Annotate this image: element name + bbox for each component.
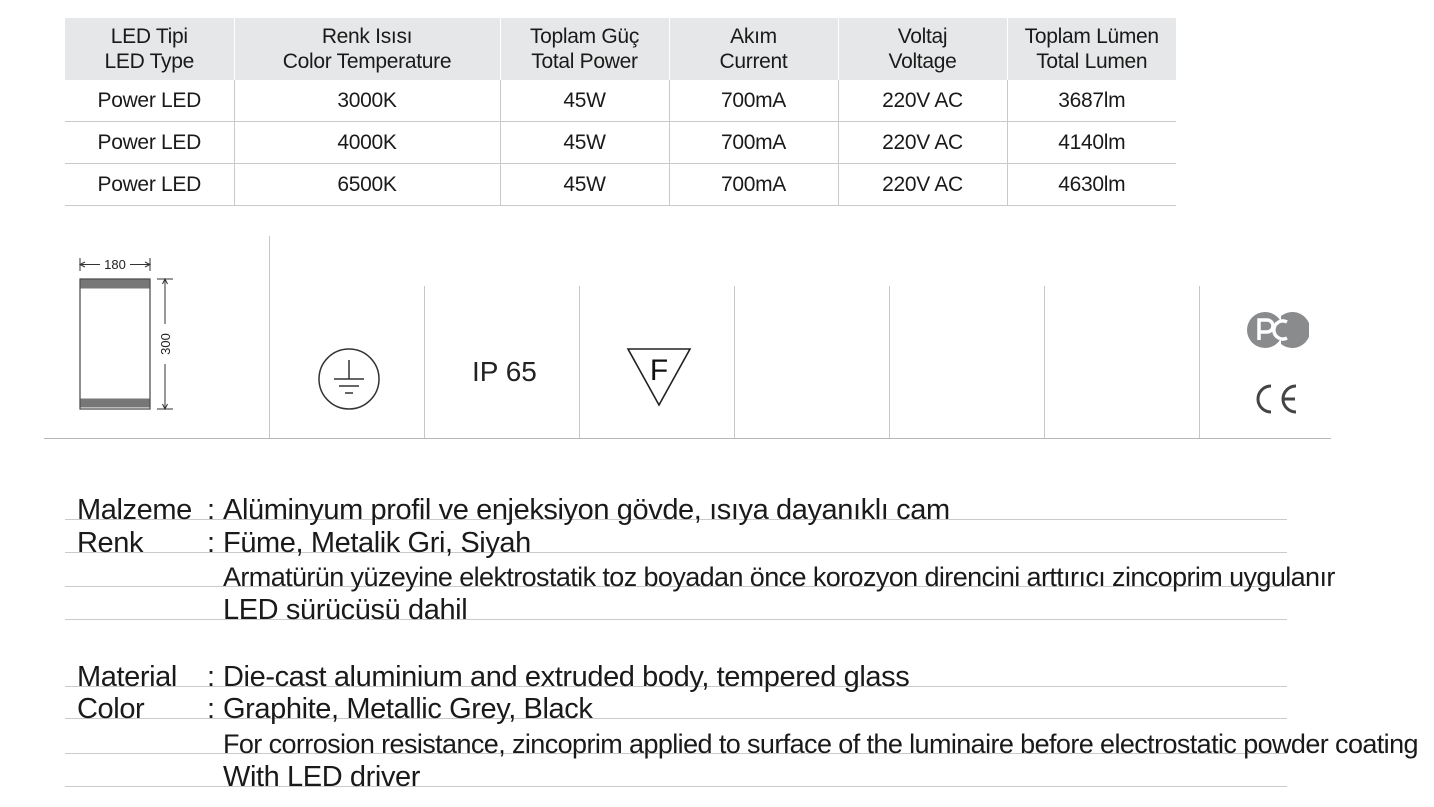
colon: : — [207, 527, 215, 559]
table-cell: 700mA — [669, 122, 838, 164]
note-text: LED sürücüsü dahil — [223, 594, 468, 626]
ce-mark-icon — [1249, 382, 1301, 416]
header-total-lumen: Toplam Lümen Total Lumen — [1007, 18, 1176, 80]
material-en-line — [65, 655, 1287, 693]
header-voltage: Voltaj Voltage — [838, 18, 1007, 80]
table-cell: 4630lm — [1007, 164, 1176, 206]
note-text: Armatürün yüzeyine elektrostatik toz boyadan önce korozyon direncini arttırıcı zincoprim uygulanır — [223, 562, 1335, 592]
note-tr-2-line — [65, 587, 1287, 626]
header-current: Akım Current — [669, 18, 838, 80]
color-en-line — [65, 687, 1287, 725]
bottom-cap — [81, 399, 150, 408]
earth-ground-icon — [316, 346, 382, 412]
color-label: Renk — [77, 527, 144, 559]
divider — [579, 286, 580, 438]
table-cell: Power LED — [65, 122, 234, 164]
table-cell: 220V AC — [838, 164, 1007, 206]
material-label: Malzeme — [77, 494, 192, 526]
icon-strip — [44, 236, 1331, 439]
table-cell: 3687lm — [1007, 80, 1176, 122]
divider — [1044, 286, 1045, 438]
colon: : — [207, 494, 215, 526]
note-text: For corrosion resistance, zincoprim applied to surface of the luminaire before electrostatic powder coating — [223, 729, 1418, 759]
table-cell: 45W — [500, 122, 669, 164]
dimension-drawing — [74, 254, 184, 414]
dim-height-label: 300 — [158, 333, 173, 355]
divider — [734, 286, 735, 438]
header-total-power: Toplam Güç Total Power — [500, 18, 669, 80]
spec-table — [65, 18, 1176, 206]
pct-mark-icon — [1247, 310, 1309, 350]
header-color-temperature: Renk Isısı Color Temperature — [234, 18, 500, 80]
table-cell: 4140lm — [1007, 122, 1176, 164]
material-tr-line — [65, 490, 1287, 526]
ip-rating: IP 65 — [472, 356, 537, 387]
color-tr-line — [65, 521, 1287, 559]
material-label: Material — [77, 661, 177, 693]
header-led-type: LED Tipi LED Type — [65, 18, 234, 80]
material-value: Die-cast aluminium and extruded body, tempered glass — [223, 661, 910, 693]
color-value: Graphite, Metallic Grey, Black — [223, 693, 593, 725]
table-cell: 700mA — [669, 164, 838, 206]
table-cell: 4000K — [234, 122, 500, 164]
table-cell: 220V AC — [838, 80, 1007, 122]
table-cell: 6500K — [234, 164, 500, 206]
divider — [1199, 286, 1200, 438]
color-value: Füme, Metalik Gri, Siyah — [223, 527, 531, 559]
dim-width-label: 180 — [104, 257, 126, 272]
table-row — [65, 164, 1176, 206]
colon: : — [207, 693, 215, 725]
spec-header-row — [65, 18, 1176, 80]
table-cell: 3000K — [234, 80, 500, 122]
material-value: Alüminyum profil ve enjeksiyon gövde, ısıya dayanıklı cam — [223, 494, 950, 526]
f-mark-icon — [626, 346, 692, 408]
f-mark-letter: F — [649, 354, 669, 387]
colon: : — [207, 661, 215, 693]
color-label: Color — [77, 693, 145, 725]
table-cell: Power LED — [65, 164, 234, 206]
divider — [424, 286, 425, 438]
note-en-2-line — [65, 754, 1287, 793]
table-cell: 45W — [500, 80, 669, 122]
table-cell: 700mA — [669, 80, 838, 122]
note-text: With LED driver — [223, 761, 421, 793]
note-en-1-line — [65, 719, 1418, 759]
divider — [889, 286, 890, 438]
table-cell: Power LED — [65, 80, 234, 122]
top-cap — [81, 280, 150, 289]
note-tr-1-line — [65, 553, 1335, 592]
table-row — [65, 122, 1176, 164]
table-cell: 220V AC — [838, 122, 1007, 164]
divider — [269, 236, 270, 438]
table-cell: 45W — [500, 164, 669, 206]
table-row — [65, 80, 1176, 122]
